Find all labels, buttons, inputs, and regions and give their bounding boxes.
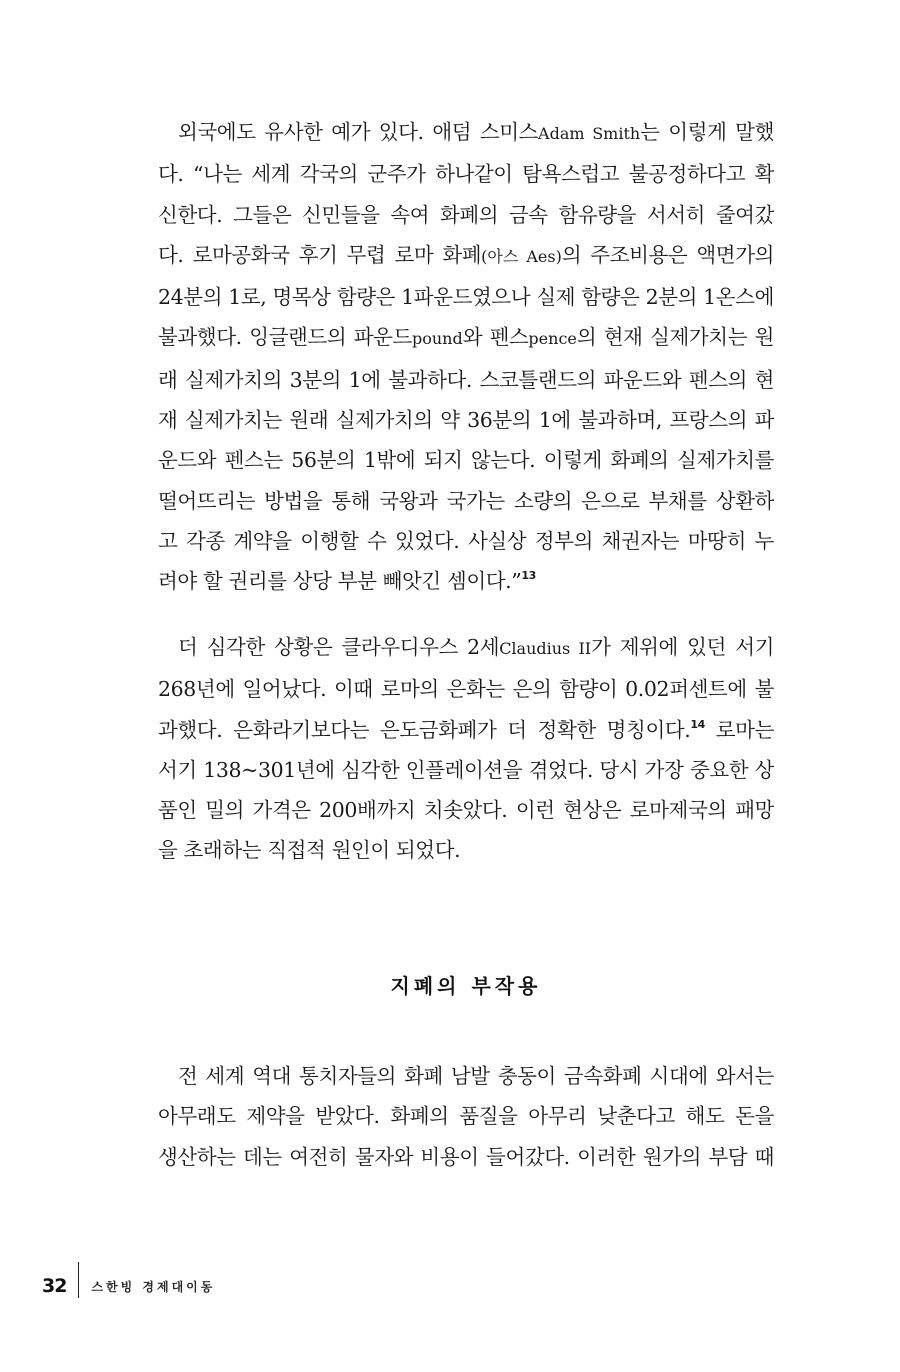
- running-book-title: 스한빙 경제대이동: [91, 1279, 216, 1294]
- text-line: 더 심각한 상황은 클라우디우스 2세Claudius II가 제위에 있던 서기: [178, 635, 774, 659]
- paragraph-adam-smith-quote: [158, 112, 774, 602]
- footer-divider: [78, 1262, 79, 1298]
- text-line: 268년에 일어났다. 이때 로마의 은화는 은의 함량이 0.02퍼센트에 불: [158, 677, 774, 702]
- text-line: 다. 로마공화국 후기 무렵 로마 화폐(아스 Aes)의 주조비용은 액면가의: [158, 242, 774, 267]
- footnote-marker: 14: [690, 717, 705, 731]
- text-line: 고 각종 계약을 이행할 수 있었다. 사실상 정부의 채권자는 마땅히 누: [158, 528, 774, 553]
- text-line: 신한다. 그들은 신민들을 속여 화폐의 금속 함유량을 서서히 줄여갔: [158, 202, 774, 227]
- text-line: 품인 밀의 가격은 200배까지 치솟았다. 이런 현상은 로마제국의 패망: [158, 798, 774, 823]
- text-line: 24분의 1로, 명목상 함량은 1파운드였으나 실제 함량은 2분의 1온스에: [158, 285, 774, 310]
- text-line: 외국에도 유사한 예가 있다. 애덤 스미스Adam Smith는 이렇게 말했: [178, 120, 774, 144]
- text-line: 려야 할 권리를 상당 부분 빼앗긴 셈이다.”$^{13}$: [158, 569, 536, 594]
- text-line: 재 실제가치는 원래 실제가치의 약 36분의 1에 불과하며, 프랑스의 파: [158, 408, 774, 433]
- text-line: 다. “나는 세계 각국의 군주가 하나같이 탐욕스럽고 불공정하다고 확: [158, 162, 774, 187]
- text-line: 래 실제가치의 3분의 1에 불과하다. 스코틀랜드의 파운드와 펜스의 현: [158, 367, 774, 392]
- text-line: 서기 138~301년에 심각한 인플레이션을 겪었다. 당시 가장 중요한 상: [158, 757, 774, 782]
- text-line: 과했다. 은화라기보다는 은도금화폐가 더 정확한 명칭이다.$^{14}$ 로마는: [158, 717, 774, 742]
- text-line: 불과했다. 잉글랜드의 파운드pound와 펜스pence의 현재 실제가치는 원: [158, 325, 774, 350]
- page-number: 32: [42, 1275, 67, 1297]
- text-line: 생산하는 데는 여전히 물자와 비용이 들어갔다. 이러한 원가의 부담 때: [158, 1144, 774, 1169]
- page-footer: [42, 1262, 215, 1298]
- paragraph-roman-silver: [158, 627, 774, 871]
- section-heading: 지폐의 부작용: [390, 974, 542, 998]
- footnote-marker: 13: [521, 569, 536, 583]
- text-line: 을 초래하는 직접적 원인이 되었다.: [158, 838, 461, 863]
- text-line: 운드와 펜스는 56분의 1밖에 되지 않는다. 이렇게 화폐의 실제가치를: [158, 448, 774, 473]
- paragraph-paper-money: [158, 1056, 774, 1177]
- text-line: 전 세계 역대 통치자들의 화폐 남발 충동이 금속화폐 시대에 와서는: [178, 1064, 774, 1088]
- text-line: 떨어뜨리는 방법을 통해 국왕과 국가는 소량의 은으로 부채를 상환하: [158, 488, 774, 513]
- text-line: 아무래도 제약을 받았다. 화폐의 품질을 아무리 낮춘다고 해도 돈을: [158, 1104, 774, 1129]
